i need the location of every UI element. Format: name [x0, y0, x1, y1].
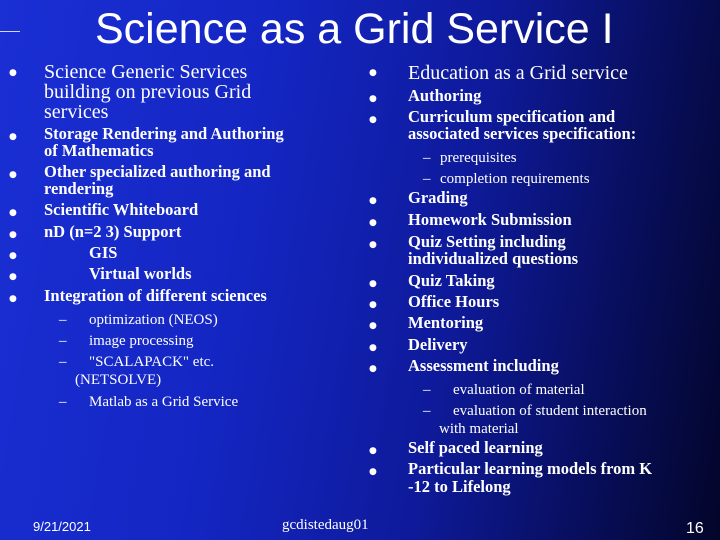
- right-sub-prerequisites: prerequisites: [440, 150, 517, 166]
- bullet-icon: ●: [9, 294, 17, 304]
- right-sub-evaluation-student-line-1: evaluation of student interaction: [453, 403, 647, 419]
- right-sub-evaluation-student-line-2: with material: [439, 421, 519, 437]
- bullet-icon: ●: [369, 240, 377, 250]
- bullet-icon: ●: [9, 272, 17, 282]
- dash-icon: –: [423, 171, 431, 187]
- left-sub-scalapack-line-2: (NETSOLVE): [75, 372, 162, 388]
- bullet-icon: ●: [369, 94, 377, 104]
- bullet-icon: ●: [369, 343, 377, 353]
- dash-icon: –: [59, 354, 67, 370]
- right-item-quiz-setting-line-2: individualized questions: [408, 249, 579, 268]
- left-sub-scalapack-line-1: "SCALAPACK" etc.: [89, 354, 215, 370]
- left-heading-line-1: Science Generic Services: [44, 61, 248, 83]
- left-sub-neos: optimization (NEOS): [89, 312, 218, 328]
- bullet-icon: ●: [369, 364, 377, 374]
- bullet-icon: ●: [369, 218, 377, 228]
- right-sub-evaluation-material: evaluation of material: [453, 382, 585, 398]
- right-item-quiz-setting-line-1: Quiz Setting including: [408, 232, 566, 251]
- left-heading-line-2: building on previous Grid: [44, 81, 252, 103]
- left-item-other-line-1: Other specialized authoring and: [44, 162, 271, 181]
- left-item-nd: nD (n=2 3) Support: [44, 222, 182, 241]
- bullet-icon: ●: [9, 170, 17, 180]
- right-item-homework: Homework Submission: [408, 210, 572, 229]
- bullet-icon: ●: [369, 300, 377, 310]
- decorative-line: [0, 31, 20, 32]
- right-item-learning-models-line-1: Particular learning models from K: [408, 459, 653, 478]
- dash-icon: –: [423, 150, 431, 166]
- dash-icon: –: [423, 403, 431, 419]
- right-sub-completion: completion requirements: [440, 171, 590, 187]
- bullet-icon: ●: [9, 251, 17, 261]
- bullet-icon: ●: [9, 230, 17, 240]
- slide-title: Science as a Grid Service I: [95, 5, 614, 53]
- right-item-curriculum-line-2: associated services specification:: [408, 124, 637, 143]
- left-item-virtual: Virtual worlds: [89, 264, 192, 283]
- left-item-whiteboard: Scientific Whiteboard: [44, 200, 199, 219]
- left-heading-line-3: services: [44, 101, 109, 123]
- right-item-quiz-taking: Quiz Taking: [408, 271, 495, 290]
- footer-label: gcdistedaug01: [282, 517, 369, 533]
- left-item-storage-line-1: Storage Rendering and Authoring: [44, 124, 284, 143]
- dash-icon: –: [423, 382, 431, 398]
- left-sub-image: image processing: [89, 333, 194, 349]
- left-item-gis: GIS: [89, 243, 118, 262]
- right-item-grading: Grading: [408, 188, 468, 207]
- left-item-storage-line-2: of Mathematics: [44, 141, 154, 160]
- page-number: 16: [686, 520, 704, 537]
- bullet-icon: ●: [369, 446, 377, 456]
- right-item-delivery: Delivery: [408, 335, 468, 354]
- bullet-icon: ●: [9, 208, 17, 218]
- bullet-icon: ●: [9, 68, 17, 78]
- bullet-icon: ●: [369, 68, 377, 78]
- bullet-icon: ●: [369, 467, 377, 477]
- right-item-authoring: Authoring: [408, 86, 482, 105]
- right-item-learning-models-line-2: -12 to Lifelong: [408, 477, 511, 496]
- right-item-office-hours: Office Hours: [408, 292, 500, 311]
- footer-date: 9/21/2021: [33, 519, 91, 534]
- right-item-assessment: Assessment including: [408, 356, 559, 375]
- right-item-self-paced: Self paced learning: [408, 438, 543, 457]
- right-item-mentoring: Mentoring: [408, 313, 484, 332]
- dash-icon: –: [59, 394, 67, 410]
- left-item-other-line-2: rendering: [44, 179, 114, 198]
- left-sub-matlab: Matlab as a Grid Service: [89, 394, 239, 410]
- bullet-icon: ●: [9, 132, 17, 142]
- dash-icon: –: [59, 333, 67, 349]
- right-heading: Education as a Grid service: [408, 62, 628, 84]
- bullet-icon: ●: [369, 321, 377, 331]
- dash-icon: –: [59, 312, 67, 328]
- bullet-icon: ●: [369, 115, 377, 125]
- bullet-icon: ●: [369, 279, 377, 289]
- left-item-integration: Integration of different sciences: [44, 286, 267, 305]
- right-item-curriculum-line-1: Curriculum specification and: [408, 107, 616, 126]
- bullet-icon: ●: [369, 196, 377, 206]
